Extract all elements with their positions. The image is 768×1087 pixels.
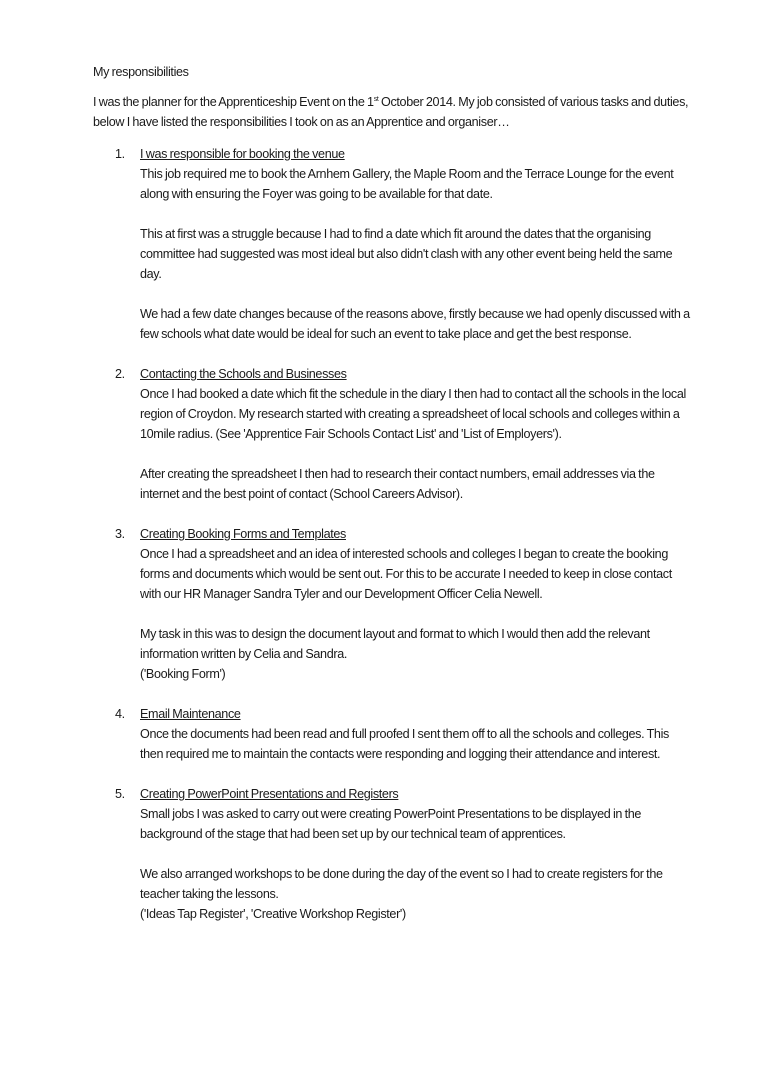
section-paragraph: We had a few date changes because of the reasons above, firstly because we had openly discussed with a few schools what date would be ideal for such an event to take place and get the best response.: [140, 307, 690, 341]
section-title: Creating PowerPoint Presentations and Registers: [140, 787, 399, 801]
list-item: [93, 524, 693, 684]
section-paragraph: Once I had booked a date which fit the schedule in the diary I then had to contact all the schools in the local region of Croydon. My research started with creating a spreadsheet of local schools and colleges within a 10mile radius. (See 'Apprentice Fair Schools Contact List' and 'List of Employers').: [140, 387, 686, 441]
list-item: [93, 144, 693, 344]
section-number: 1.: [115, 147, 125, 161]
document-page: [93, 62, 693, 944]
list-item: [93, 784, 693, 924]
intro-paragraph: [93, 92, 693, 132]
section-paragraph: ('Booking Form'): [140, 667, 226, 681]
section-number: 3.: [115, 527, 125, 541]
section-paragraph: Once the documents had been read and full proofed I sent them off to all the schools and colleges. This then required me to maintain the contacts were responding and logging their attendance and interest.: [140, 727, 669, 761]
section-title: Email Maintenance: [140, 707, 241, 721]
section-number: 2.: [115, 367, 125, 381]
section-title: Creating Booking Forms and Templates: [140, 527, 346, 541]
document-heading: My responsibilities: [93, 65, 189, 79]
section-title: Contacting the Schools and Businesses: [140, 367, 347, 381]
list-item: [93, 704, 693, 764]
intro-text-part1: I was the planner for the Apprenticeship Event on the 1: [93, 95, 374, 109]
section-number: 4.: [115, 707, 125, 721]
section-paragraph: Once I had a spreadsheet and an idea of interested schools and colleges I began to create the booking forms and documents which would be sent out. For this to be accurate I needed to keep in close contact with our HR Manager Sandra Tyler and our Development Officer Celia Newell.: [140, 547, 672, 601]
section-title: I was responsible for booking the venue: [140, 147, 345, 161]
section-paragraph: My task in this was to design the document layout and format to which I would then add the relevant information written by Celia and Sandra.: [140, 627, 650, 661]
section-paragraph: Small jobs I was asked to carry out were creating PowerPoint Presentations to be displayed in the background of the stage that had been set up by our technical team of apprentices.: [140, 807, 642, 841]
section-paragraph: We also arranged workshops to be done during the day of the event so I had to create registers for the teacher taking the lessons.: [140, 867, 663, 901]
section-paragraph: This at first was a struggle because I had to find a date which fit around the dates that the organising committee had suggested was most ideal but also didn't clash with any other event being held the same day.: [140, 227, 673, 281]
intro-text-part2: October 2014. My job consisted of various tasks and duties, below I have listed the responsibilities I took on as an Apprentice and organiser…: [93, 95, 689, 129]
section-paragraph: After creating the spreadsheet I then had to research their contact numbers, email addresses via the internet and the best point of contact (School Careers Advisor).: [140, 467, 655, 501]
list-item: [93, 364, 693, 504]
section-number: 5.: [115, 787, 125, 801]
intro-superscript: st: [373, 95, 379, 103]
responsibilities-list: [93, 144, 693, 924]
section-paragraph: ('Ideas Tap Register', 'Creative Workshop Register'): [140, 907, 406, 921]
section-paragraph: This job required me to book the Arnhem Gallery, the Maple Room and the Terrace Lounge for the event along with ensuring the Foyer was going to be available for that date.: [140, 167, 674, 201]
